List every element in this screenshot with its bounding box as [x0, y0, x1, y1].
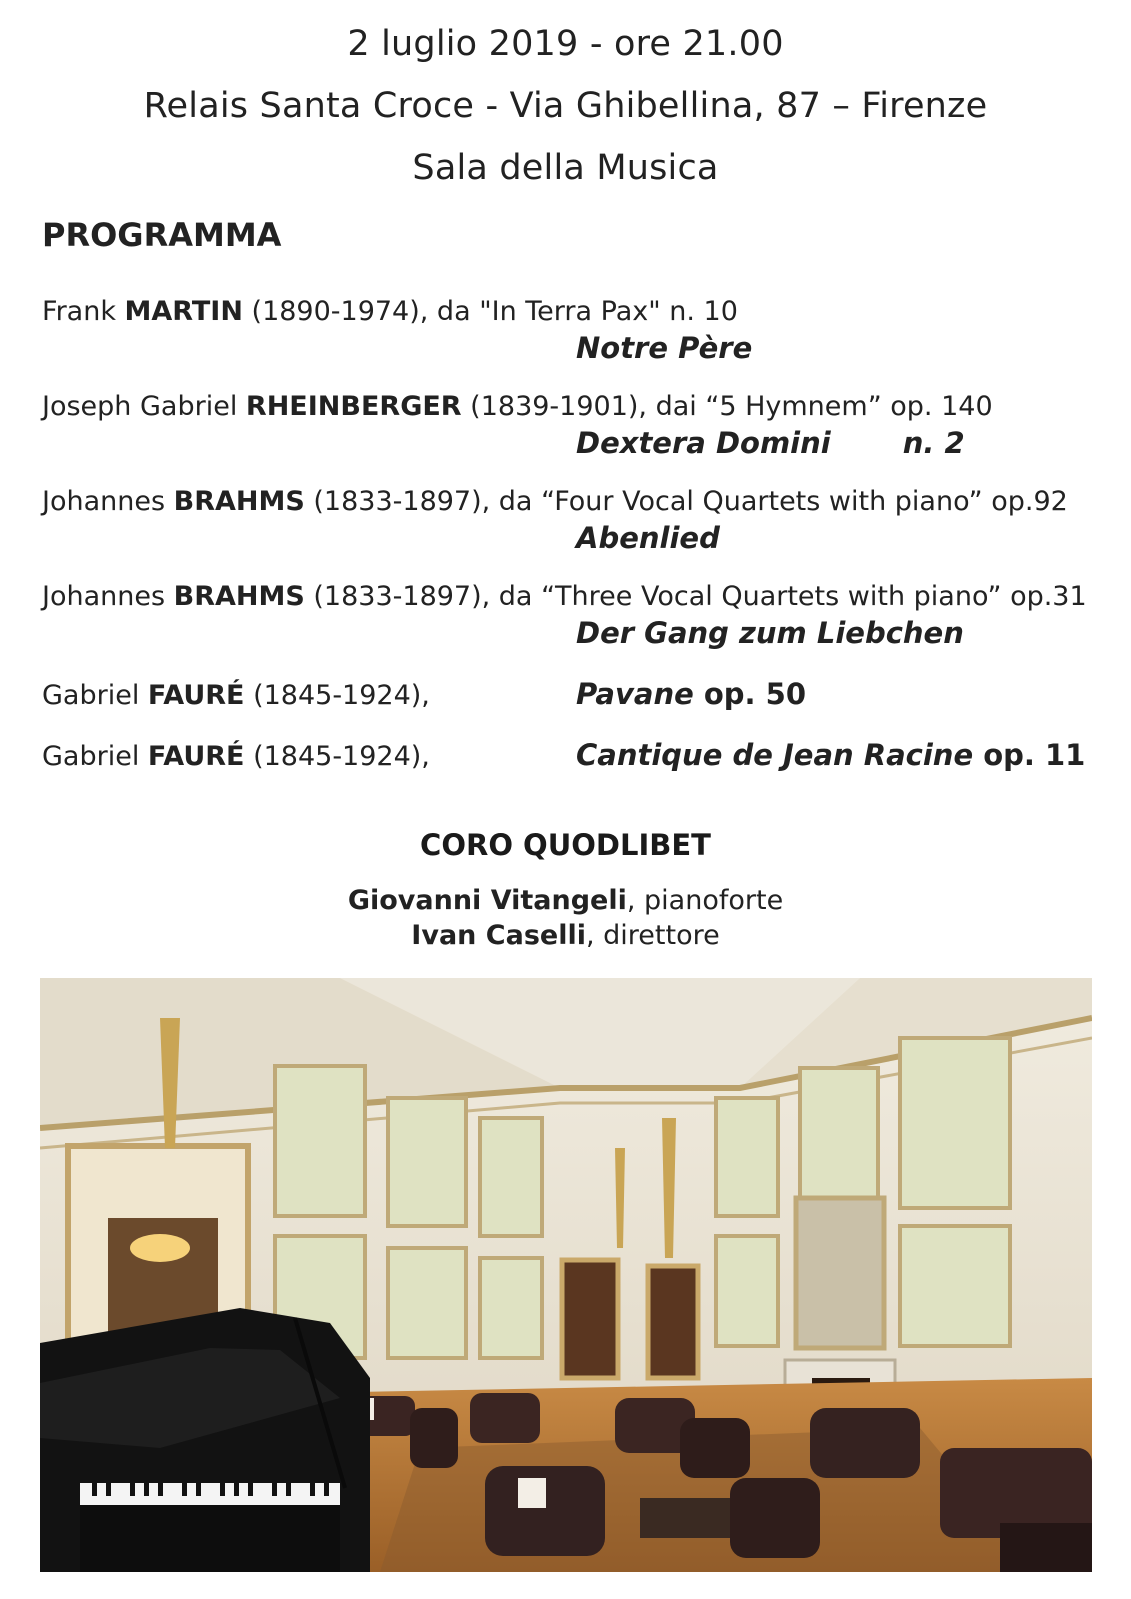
hall-photo	[40, 978, 1092, 1572]
performer-line: Giovanni Vitangeli, pianoforte	[347, 885, 784, 916]
event-hall: Sala della Musica	[412, 148, 719, 188]
program-item-work: Pavane op. 50	[576, 677, 807, 711]
event-date-time: 2 luglio 2019 - ore 21.00	[347, 24, 784, 64]
program-item-composer: Gabriel FAURÉ (1845-1924),	[42, 741, 430, 772]
program-item-composer: Gabriel FAURÉ (1845-1924),	[42, 680, 430, 711]
program-item-composer: Johannes BRAHMS (1833-1897), da “Four Vocal Quartets with piano” op.92	[42, 486, 1068, 517]
program-item-work: Der Gang zum Liebchen	[576, 616, 964, 650]
program-item-work: Cantique de Jean Racine op. 11	[576, 738, 1086, 772]
ensemble-name: CORO QUODLIBET	[420, 828, 711, 862]
program-item-composer: Frank MARTIN (1890-1974), da "In Terra Pax" n. 10	[42, 296, 738, 327]
performer-line: Ivan Caselli, direttore	[411, 920, 720, 951]
program-item-composer: Johannes BRAHMS (1833-1897), da “Three Vocal Quartets with piano” op.31	[42, 581, 1087, 612]
program-item-composer: Joseph Gabriel RHEINBERGER (1839-1901), dai “5 Hymnem” op. 140	[42, 391, 993, 422]
program-item-work: Abenlied	[576, 521, 720, 555]
event-venue: Relais Santa Croce - Via Ghibellina, 87 – Firenze	[143, 86, 988, 126]
program-item-work: Dextera Domini n. 2	[576, 426, 965, 460]
program-item-work: Notre Père	[576, 331, 753, 365]
program-title: PROGRAMMA	[42, 216, 282, 254]
